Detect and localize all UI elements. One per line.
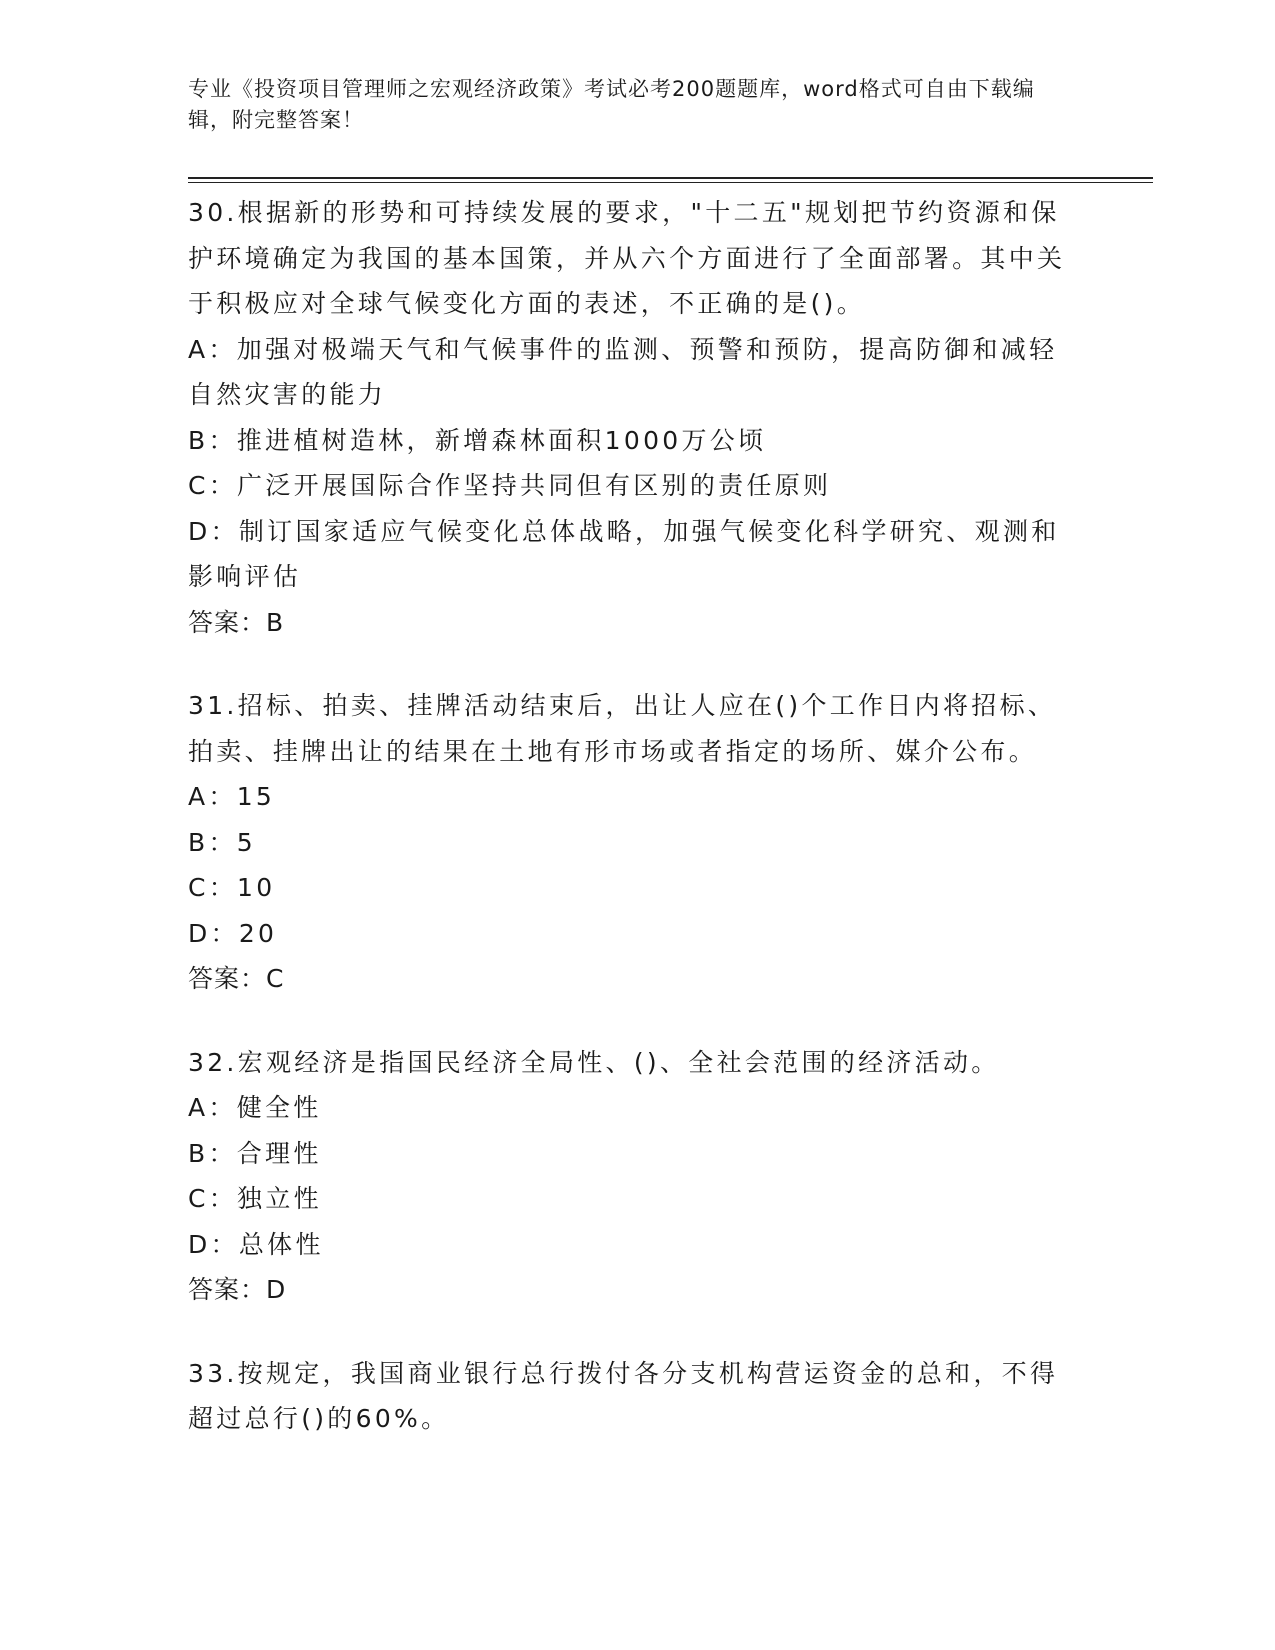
answer-label: 答案：D xyxy=(188,1275,287,1304)
answer-label: 答案：B xyxy=(188,607,285,637)
question-stem: 30.根据新的形势和可持续发展的要求，"十二五"规划把节约资源和保护环境确定为我国的基本国策，并从六个方面进行了全面部署。其中关于积极应对全球气候变化方面的表述，不正确的是()。 xyxy=(188,198,1066,318)
document-header: 专业《投资项目管理师之宏观经济政策》考试必考200题题库，word格式可自由下载编辑，附完整答案！ xyxy=(188,77,1035,132)
option-b: B：合理性 xyxy=(188,1138,322,1168)
option-a: A：15 xyxy=(188,782,276,811)
option-d: D：总体性 xyxy=(188,1229,324,1259)
option-d: D：制订国家适应气候变化总体战略，加强气候变化科学研究、观测和影响评估 xyxy=(188,516,1060,591)
option-c: C：广泛开展国际合作坚持共同但有区别的责任原则 xyxy=(188,471,832,500)
option-c: C：10 xyxy=(188,873,276,902)
option-d: D：20 xyxy=(188,918,278,948)
question-stem: 32.宏观经济是指国民经济全局性、()、全社会范围的经济活动。 xyxy=(188,1047,1000,1077)
header-rule-thin xyxy=(188,182,1153,183)
answer-label: 答案：C xyxy=(188,964,285,993)
question-stem: 33.按规定，我国商业银行总行拨付各分支机构营运资金的总和，不得超过总行()的60%。 xyxy=(188,1358,1059,1433)
question-32 xyxy=(188,1040,1068,1313)
option-a: A：健全性 xyxy=(188,1093,322,1122)
question-list xyxy=(188,190,1068,1480)
question-33 xyxy=(188,1351,1068,1442)
option-b: B：5 xyxy=(188,827,256,857)
option-b: B：推进植树造林，新增森林面积1000万公顷 xyxy=(188,425,767,455)
question-stem: 31.招标、拍卖、挂牌活动结束后，出让人应在()个工作日内将招标、拍卖、挂牌出让的结果在土地有形市场或者指定的场所、媒介公布。 xyxy=(188,691,1057,766)
question-30 xyxy=(188,190,1068,645)
question-31 xyxy=(188,683,1068,1002)
header-rule-thick xyxy=(188,177,1153,179)
option-c: C：独立性 xyxy=(188,1184,322,1213)
option-a: A：加强对极端天气和气候事件的监测、预警和预防，提高防御和减轻自然灾害的能力 xyxy=(188,334,1058,409)
